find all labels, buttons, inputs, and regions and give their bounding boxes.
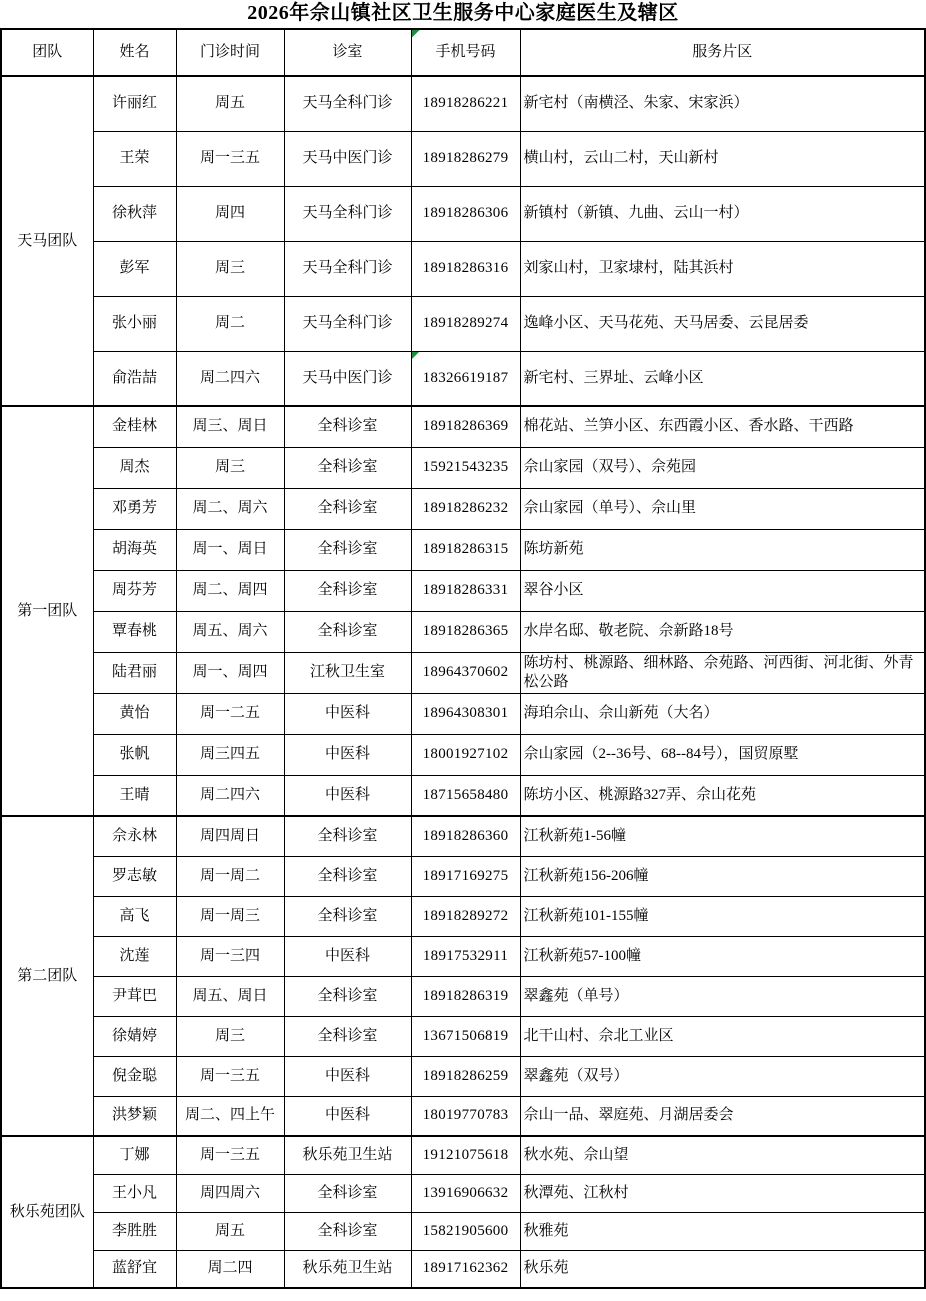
clinic-room-cell: 江秋卫生室 <box>284 652 411 693</box>
clinic-time-cell: 周五 <box>176 76 284 131</box>
service-area-cell: 棉花站、兰笋小区、东西霞小区、香水路、干西路 <box>520 406 925 447</box>
phone-number-cell: 15821905600 <box>411 1212 520 1250</box>
clinic-time-cell: 周二、四上午 <box>176 1096 284 1136</box>
doctor-row <box>1 296 925 351</box>
clinic-time-cell: 周四周日 <box>176 816 284 856</box>
doctor-row <box>1 1136 925 1174</box>
doctor-row <box>1 1056 925 1096</box>
doctor-name-cell: 倪金聪 <box>93 1056 176 1096</box>
phone-number-cell: 18918286365 <box>411 611 520 652</box>
service-area-cell: 刘家山村，卫家埭村，陆其浜村 <box>520 241 925 296</box>
doctor-row <box>1 976 925 1016</box>
service-area-cell: 翠鑫苑（单号） <box>520 976 925 1016</box>
team-name-cell: 秋乐苑团队 <box>1 1136 93 1288</box>
team-name-cell: 第一团队 <box>1 406 93 816</box>
clinic-time-cell: 周四 <box>176 186 284 241</box>
clinic-time-cell: 周三 <box>176 447 284 488</box>
doctor-row <box>1 1174 925 1212</box>
service-area-cell: 江秋新苑101-155幢 <box>520 896 925 936</box>
clinic-room-cell: 天马全科门诊 <box>284 296 411 351</box>
service-area-cell: 翠鑫苑（双号） <box>520 1056 925 1096</box>
phone-number-cell: 18918286315 <box>411 529 520 570</box>
clinic-room-cell: 中医科 <box>284 1056 411 1096</box>
clinic-time-cell: 周二 <box>176 296 284 351</box>
clinic-room-cell: 全科诊室 <box>284 976 411 1016</box>
doctor-name-cell: 邓勇芳 <box>93 488 176 529</box>
clinic-time-cell: 周二、周四 <box>176 570 284 611</box>
service-area-cell: 新镇村（新镇、九曲、云山一村） <box>520 186 925 241</box>
phone-number-cell: 18918286369 <box>411 406 520 447</box>
doctor-name-cell: 金桂林 <box>93 406 176 447</box>
doctor-row <box>1 1212 925 1250</box>
service-area-cell: 江秋新苑156-206幢 <box>520 856 925 896</box>
phone-number-cell: 18918286279 <box>411 131 520 186</box>
phone-number-cell: 18918289272 <box>411 896 520 936</box>
service-area-cell: 秋水苑、佘山望 <box>520 1136 925 1174</box>
clinic-room-cell: 天马全科门诊 <box>284 186 411 241</box>
service-area-cell: 海珀佘山、佘山新苑（大名） <box>520 693 925 734</box>
doctor-row <box>1 447 925 488</box>
doctor-name-cell: 丁娜 <box>93 1136 176 1174</box>
doctor-name-cell: 沈莲 <box>93 936 176 976</box>
clinic-room-cell: 全科诊室 <box>284 1212 411 1250</box>
service-area-cell: 横山村，云山二村，天山新村 <box>520 131 925 186</box>
doctor-row <box>1 936 925 976</box>
clinic-room-cell: 全科诊室 <box>284 856 411 896</box>
doctor-row <box>1 351 925 406</box>
service-area-cell: 陈坊村、桃源路、细林路、佘苑路、河西街、河北街、外青松公路 <box>520 652 925 693</box>
clinic-room-cell: 天马全科门诊 <box>284 241 411 296</box>
doctor-name-cell: 彭军 <box>93 241 176 296</box>
clinic-room-cell: 全科诊室 <box>284 529 411 570</box>
clinic-time-cell: 周五、周日 <box>176 976 284 1016</box>
phone-number-cell: 18917162362 <box>411 1250 520 1288</box>
clinic-time-cell: 周三四五 <box>176 734 284 775</box>
clinic-room-cell: 全科诊室 <box>284 1016 411 1056</box>
doctor-name-cell: 徐秋萍 <box>93 186 176 241</box>
doctor-row <box>1 611 925 652</box>
phone-number-cell: 18917169275 <box>411 856 520 896</box>
cell-error-marker-icon <box>412 30 420 38</box>
clinic-time-cell: 周三 <box>176 1016 284 1056</box>
doctor-name-cell: 佘永林 <box>93 816 176 856</box>
clinic-room-cell: 全科诊室 <box>284 570 411 611</box>
doctor-name-cell: 周杰 <box>93 447 176 488</box>
clinic-room-cell: 中医科 <box>284 1096 411 1136</box>
doctor-name-cell: 许丽红 <box>93 76 176 131</box>
doctor-name-cell: 李胜胜 <box>93 1212 176 1250</box>
doctor-name-cell: 徐婧婷 <box>93 1016 176 1056</box>
doctor-row <box>1 652 925 693</box>
service-area-cell: 北干山村、佘北工业区 <box>520 1016 925 1056</box>
doctor-name-cell: 胡海英 <box>93 529 176 570</box>
service-area-cell: 江秋新苑57-100幢 <box>520 936 925 976</box>
phone-number-cell: 18918286316 <box>411 241 520 296</box>
doctor-row <box>1 693 925 734</box>
clinic-time-cell: 周一周二 <box>176 856 284 896</box>
doctor-row <box>1 856 925 896</box>
col-header-area: 服务片区 <box>520 29 925 76</box>
clinic-time-cell: 周一三五 <box>176 131 284 186</box>
clinic-time-cell: 周一、周四 <box>176 652 284 693</box>
clinic-room-cell: 中医科 <box>284 693 411 734</box>
clinic-room-cell: 天马中医门诊 <box>284 131 411 186</box>
col-header-room: 诊室 <box>284 29 411 76</box>
clinic-time-cell: 周五、周六 <box>176 611 284 652</box>
clinic-room-cell: 全科诊室 <box>284 816 411 856</box>
service-area-cell: 秋乐苑 <box>520 1250 925 1288</box>
doctor-row <box>1 406 925 447</box>
service-area-cell: 佘山家园（2--36号、68--84号），国贸原墅 <box>520 734 925 775</box>
clinic-time-cell: 周一三五 <box>176 1056 284 1096</box>
clinic-room-cell: 全科诊室 <box>284 447 411 488</box>
doctor-row <box>1 570 925 611</box>
doctor-name-cell: 王小凡 <box>93 1174 176 1212</box>
doctor-row <box>1 734 925 775</box>
phone-number-cell: 18918286259 <box>411 1056 520 1096</box>
phone-number-cell: 18019770783 <box>411 1096 520 1136</box>
doctor-row <box>1 775 925 816</box>
phone-number-cell: 18918286306 <box>411 186 520 241</box>
phone-number-cell: 18918286221 <box>411 76 520 131</box>
phone-number-cell: 19121075618 <box>411 1136 520 1174</box>
service-area-cell: 新宅村、三界址、云峰小区 <box>520 351 925 406</box>
phone-number-cell: 18715658480 <box>411 775 520 816</box>
doctor-row <box>1 488 925 529</box>
page-title: 2026年佘山镇社区卫生服务中心家庭医生及辖区 <box>247 2 679 24</box>
clinic-time-cell: 周五 <box>176 1212 284 1250</box>
col-header-phone: 手机号码 <box>411 29 520 76</box>
clinic-time-cell: 周一三五 <box>176 1136 284 1174</box>
clinic-room-cell: 中医科 <box>284 936 411 976</box>
service-area-cell: 水岸名邸、敬老院、佘新路18号 <box>520 611 925 652</box>
doctor-row <box>1 131 925 186</box>
service-area-cell: 江秋新苑1-56幢 <box>520 816 925 856</box>
clinic-room-cell: 全科诊室 <box>284 1174 411 1212</box>
doctor-row <box>1 1096 925 1136</box>
phone-number-cell: 15921543235 <box>411 447 520 488</box>
doctor-name-cell: 洪梦颖 <box>93 1096 176 1136</box>
doctor-row <box>1 1250 925 1288</box>
doctor-row <box>1 529 925 570</box>
family-doctor-table <box>0 28 926 1289</box>
doctor-row <box>1 816 925 856</box>
doctor-name-cell: 蓝舒宜 <box>93 1250 176 1288</box>
phone-number-cell: 18001927102 <box>411 734 520 775</box>
clinic-time-cell: 周三 <box>176 241 284 296</box>
clinic-time-cell: 周一三四 <box>176 936 284 976</box>
col-header-team: 团队 <box>1 29 93 76</box>
doctor-row <box>1 76 925 131</box>
phone-number-cell: 18326619187 <box>411 351 520 406</box>
phone-number-cell: 13916906632 <box>411 1174 520 1212</box>
clinic-time-cell: 周二四六 <box>176 351 284 406</box>
service-area-cell: 陈坊小区、桃源路327弄、佘山花苑 <box>520 775 925 816</box>
doctor-name-cell: 俞浩喆 <box>93 351 176 406</box>
header-row <box>1 29 925 76</box>
phone-number-cell: 18964308301 <box>411 693 520 734</box>
clinic-time-cell: 周二四六 <box>176 775 284 816</box>
phone-number-cell: 18918286331 <box>411 570 520 611</box>
clinic-room-cell: 天马中医门诊 <box>284 351 411 406</box>
doctor-name-cell: 周芬芳 <box>93 570 176 611</box>
doctor-name-cell: 陆君丽 <box>93 652 176 693</box>
col-header-name: 姓名 <box>93 29 176 76</box>
clinic-room-cell: 中医科 <box>284 734 411 775</box>
clinic-room-cell: 天马全科门诊 <box>284 76 411 131</box>
phone-number-cell: 18918289274 <box>411 296 520 351</box>
service-area-cell: 佘山家园（双号）、佘苑园 <box>520 447 925 488</box>
service-area-cell: 秋潭苑、江秋村 <box>520 1174 925 1212</box>
clinic-time-cell: 周一周三 <box>176 896 284 936</box>
service-area-cell: 佘山一品、翠庭苑、月湖居委会 <box>520 1096 925 1136</box>
team-name-cell: 第二团队 <box>1 816 93 1136</box>
service-area-cell: 翠谷小区 <box>520 570 925 611</box>
doctor-name-cell: 罗志敏 <box>93 856 176 896</box>
phone-number-cell: 18964370602 <box>411 652 520 693</box>
doctor-row <box>1 1016 925 1056</box>
clinic-room-cell: 全科诊室 <box>284 488 411 529</box>
clinic-time-cell: 周一、周日 <box>176 529 284 570</box>
service-area-cell: 逸峰小区、天马花苑、天马居委、云昆居委 <box>520 296 925 351</box>
clinic-room-cell: 秋乐苑卫生站 <box>284 1136 411 1174</box>
phone-number-cell: 18918286319 <box>411 976 520 1016</box>
clinic-room-cell: 全科诊室 <box>284 406 411 447</box>
clinic-time-cell: 周四周六 <box>176 1174 284 1212</box>
table-body <box>1 76 925 1288</box>
doctor-row <box>1 896 925 936</box>
doctor-name-cell: 张小丽 <box>93 296 176 351</box>
phone-number-cell: 13671506819 <box>411 1016 520 1056</box>
doctor-name-cell: 黄怡 <box>93 693 176 734</box>
clinic-time-cell: 周一二五 <box>176 693 284 734</box>
doctor-row <box>1 186 925 241</box>
clinic-time-cell: 周三、周日 <box>176 406 284 447</box>
service-area-cell: 陈坊新苑 <box>520 529 925 570</box>
doctor-name-cell: 王荣 <box>93 131 176 186</box>
clinic-room-cell: 全科诊室 <box>284 611 411 652</box>
clinic-time-cell: 周二四 <box>176 1250 284 1288</box>
clinic-room-cell: 全科诊室 <box>284 896 411 936</box>
team-name-cell: 天马团队 <box>1 76 93 406</box>
col-header-time: 门诊时间 <box>176 29 284 76</box>
phone-number-cell: 18918286360 <box>411 816 520 856</box>
clinic-room-cell: 秋乐苑卫生站 <box>284 1250 411 1288</box>
phone-number-cell: 18917532911 <box>411 936 520 976</box>
doctor-name-cell: 高飞 <box>93 896 176 936</box>
doctor-row <box>1 241 925 296</box>
clinic-time-cell: 周二、周六 <box>176 488 284 529</box>
doctor-name-cell: 覃春桃 <box>93 611 176 652</box>
doctor-name-cell: 张帆 <box>93 734 176 775</box>
doctor-name-cell: 尹茸巴 <box>93 976 176 1016</box>
clinic-room-cell: 中医科 <box>284 775 411 816</box>
service-area-cell: 新宅村（南横泾、朱家、宋家浜） <box>520 76 925 131</box>
doctor-name-cell: 王晴 <box>93 775 176 816</box>
service-area-cell: 佘山家园（单号）、佘山里 <box>520 488 925 529</box>
cell-error-marker-icon <box>412 352 420 360</box>
service-area-cell: 秋雅苑 <box>520 1212 925 1250</box>
phone-number-cell: 18918286232 <box>411 488 520 529</box>
